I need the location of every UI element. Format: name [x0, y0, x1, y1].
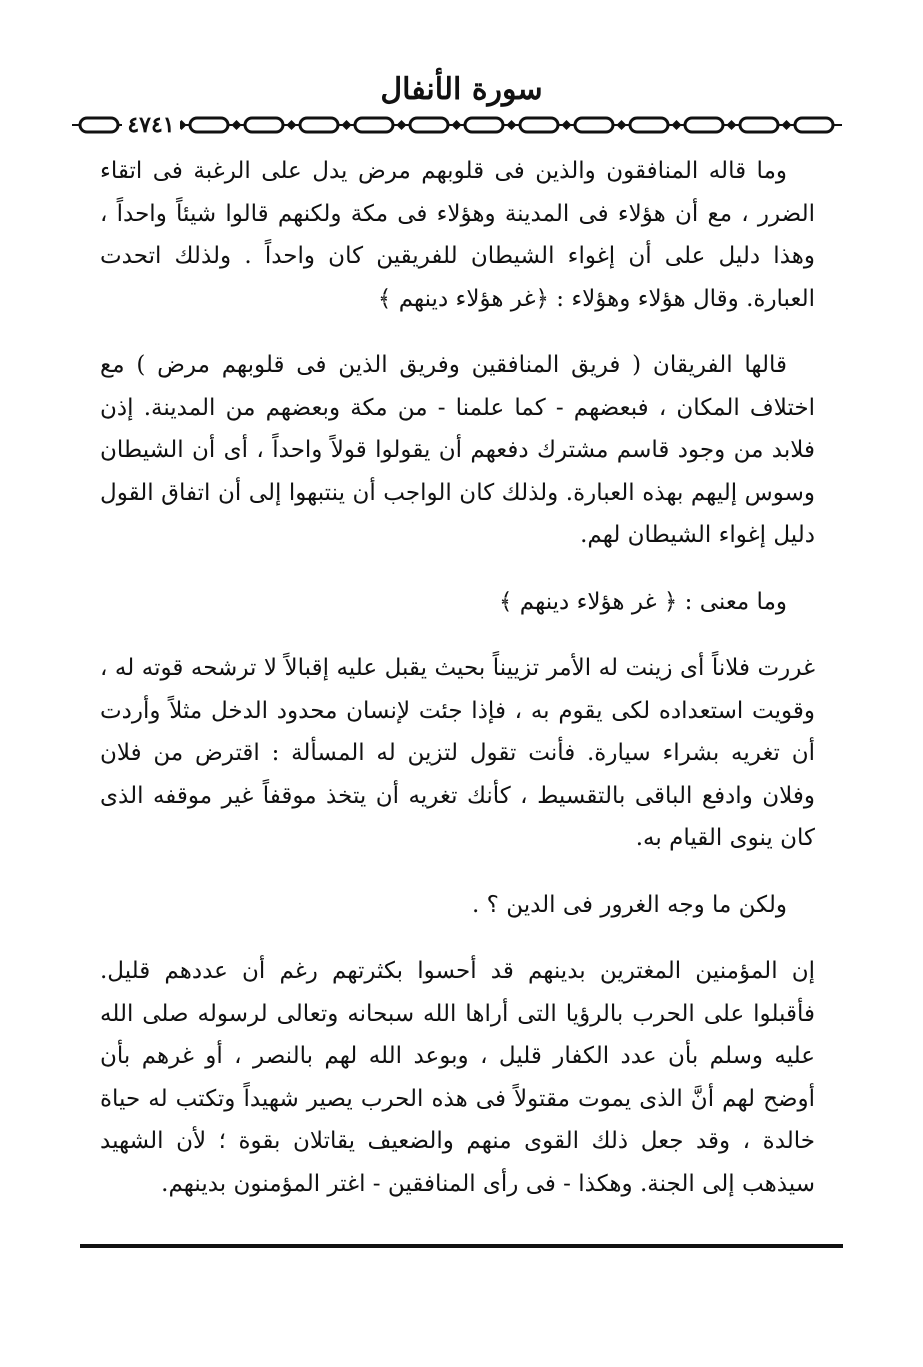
paragraph: إن المؤمنين المغترين بدينهم قد أحسوا بكثرتهم رغم أن عددهم قليل. فأقبلوا على الحرب بالرؤيا التى أراها الله سبحانه وتعالى لرسوله صلى الله عليه وسلم بأن عدد الكفار قليل ، وبوعد الله لهم بالنصر ، أو غرهم بأن أوضح لهم أنَّ الذى يموت مقتولاً فى هذه الحرب يصير شهيداً وتكتب له حياة خالدة ، وقد جعل ذلك القوى منهم والضعيف يقاتلان بقوة ؛ لأن الشهيد سيذهب إلى الجنة. وهكذا - فى رأى المنافقين - اغتر المؤمنون بدينهم. [100, 958, 815, 1197]
ornamental-border-icon [72, 110, 842, 140]
page-body [100, 150, 815, 1205]
paragraph: ولكن ما وجه الغرور فى الدين ؟ . [472, 891, 787, 918]
paragraph: وما معنى : ﴿ غر هؤلاء دينهم ﴾ [499, 588, 787, 615]
page-number: ٤٧٤١ [122, 110, 180, 140]
paragraph: قالها الفريقان ( فريق المنافقين وفريق الذين فى قلوبهم مرض ) مع اختلاف المكان ، فبعضهم - كما علمنا - من مكة وبعضهم من المدينة. إذن فلابد من وجود قاسم مشترك دفعهم أن يقولوا قولاً واحداً ، أى أن الشيطان وسوس إليهم بهذه العبارة. ولذلك كان الواجب أن ينتبهوا إلى أن اتفاق القول دليل إغواء الشيطان لهم. [100, 352, 815, 548]
bottom-divider [80, 1244, 843, 1248]
surah-title: سورة الأنفال [380, 72, 543, 107]
paragraph: وما قاله المنافقون والذين فى قلوبهم مرض يدل على الرغبة فى اتقاء الضرر ، مع أن هؤلاء فى المدينة وهؤلاء فى مكة ولكنهم قالوا شيئاً واحداً ، وهذا دليل على أن إغواء الشيطان للفريقين كان واحداً . ولذلك اتحدت العبارة. وقال هؤلاء وهؤلاء : ﴿غر هؤلاء دينهم ﴾ [100, 158, 815, 312]
paragraph: غررت فلاناً أى زينت له الأمر تزييناً بحيث يقبل عليه إقبالاً لا ترشحه قوته له ، وقويت استعداده لكى يقوم به ، فإذا جئت لإنسان محدود الدخل مثلاً وأردت أن تغريه بشراء سيارة. فأنت تقول لتزين له المسألة : اقترض من فلان وفلان وادفع الباقى بالتقسيط ، كأنك تغريه أن يتخذ موقفاً غير موقفه الذى كان ينوى القيام به. [100, 655, 815, 851]
